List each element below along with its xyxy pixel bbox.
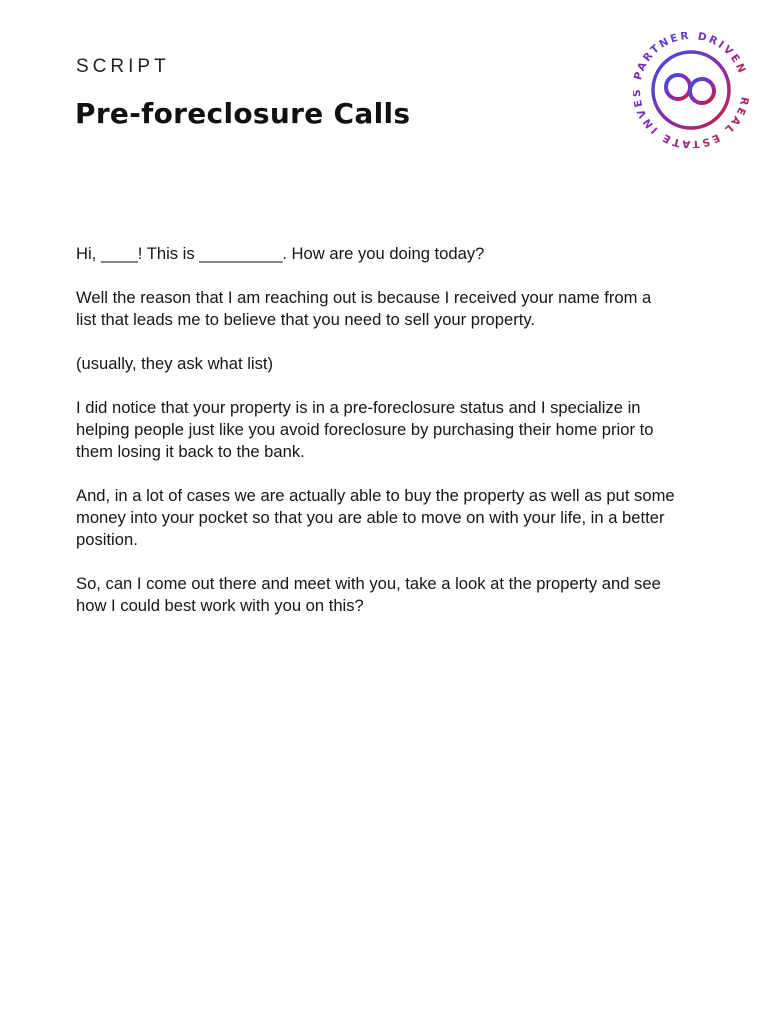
script-meeting-request: So, can I come out there and meet with you, take a look at the property and see how I could best work with you on this?: [76, 574, 661, 615]
document-eyebrow: SCRIPT: [76, 56, 170, 77]
script-note: (usually, they ask what list): [76, 354, 274, 373]
script-body: [76, 243, 676, 639]
script-offer: And, in a lot of cases we are actually able to buy the property as well as put some money into your pocket so that you are able to move on with your life, in a better position.: [76, 486, 675, 549]
script-reason: Well the reason that I am reaching out is because I received your name from a list that leads me to believe that you need to sell your property.: [76, 288, 652, 329]
svg-text:PARTNER DRIVEN: [633, 32, 749, 81]
document-title: Pre-foreclosure Calls: [75, 97, 411, 130]
script-pre-foreclosure: I did notice that your property is in a pre-foreclosure status and I specialize in helping people just like you avoid foreclosure by purchasing their home prior to them losing it back to the bank.: [76, 398, 654, 461]
partner-driven-seal-icon: [633, 32, 749, 148]
logo-ring-text-bottom: EAL ESTATE INV: [634, 105, 748, 148]
script-greeting: Hi, ____! This is _________. How are you doing today?: [76, 244, 485, 263]
partner-driven-logo: [633, 32, 749, 148]
logo-ring-text-top: PARTNER DRIVEN: [633, 32, 749, 82]
